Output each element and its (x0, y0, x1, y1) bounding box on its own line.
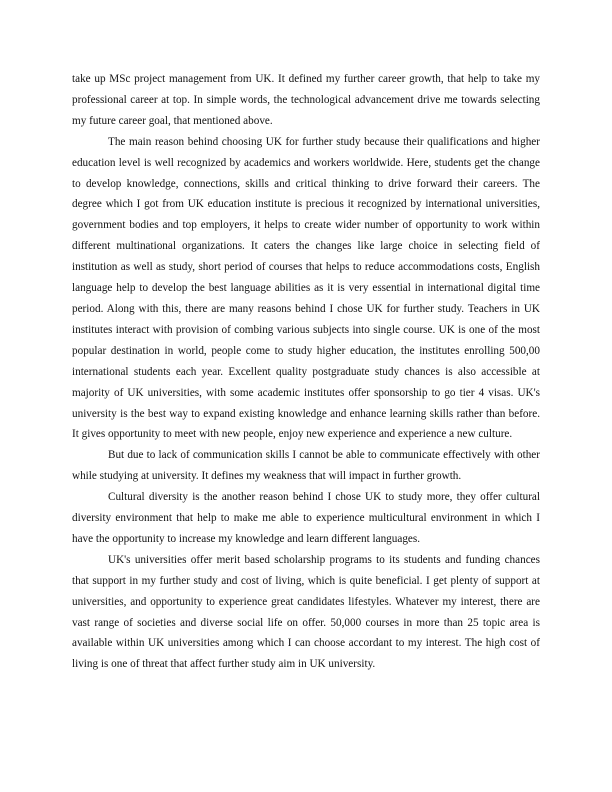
paragraph-communication-weakness: But due to lack of communication skills I cannot be able to communicate effectively with other while studying at university. It defines my weakness that will impact in further growth. (72, 449, 540, 483)
paragraph-career-goal: take up MSc project management from UK. It defined my further career growth, that help to take my professional career at top. In simple words, the technological advancement drive me towards selecting my future career goal, that mentioned above. (72, 73, 540, 127)
document-body (72, 69, 540, 675)
paragraph-reasons-uk: The main reason behind choosing UK for further study because their qualifications and higher education level is well recognized by academics and workers worldwide. Here, students get the change to develop knowledge, connections, skills and critical thinking to drive forward their careers. The degree which I got from UK education institute is precious it recognized by international universities, government bodies and top employers, it helps to create wider number of opportunity to work within different multinational organizations. It caters the changes like large choice in selecting field of institution as well as study, short period of courses that helps to reduce accommodations costs, English language help to develop the best language abilities as it is very essential in international digital time period. Along with this, there are many reasons behind I chose UK for further study. Teachers in UK institutes interact with provision of combing various subjects into single course. UK is one of the most popular destination in world, people come to study higher education, the institutes enrolling 500,00 international students each year. Excellent quality postgraduate study chances is also accessible at majority of UK universities, with some academic institutes offer sponsorship to go tier 4 visas. UK's university is the best way to expand existing knowledge and enhance learning skills rather than before. It gives opportunity to meet with new people, enjoy new experience and experience a new culture. (72, 135, 540, 441)
paragraph-scholarships: UK's universities offer merit based scholarship programs to its students and funding chances that support in my further study and cost of living, which is quite beneficial. I get plenty of support at universities, and opportunity to experience great candidates lifestyles. Whatever my interest, there are vast range of societies and diverse social life on offer. 50,000 courses in more than 25 topic area is available within UK universities among which I can choose accordant to my interest. The high cost of living is one of threat that affect further study aim in UK university. (72, 553, 540, 671)
paragraph-cultural-diversity: Cultural diversity is the another reason behind I chose UK to study more, they offer cultural diversity environment that help to make me able to experience multicultural environment in which I have the opportunity to increase my knowledge and learn different languages. (72, 491, 540, 545)
